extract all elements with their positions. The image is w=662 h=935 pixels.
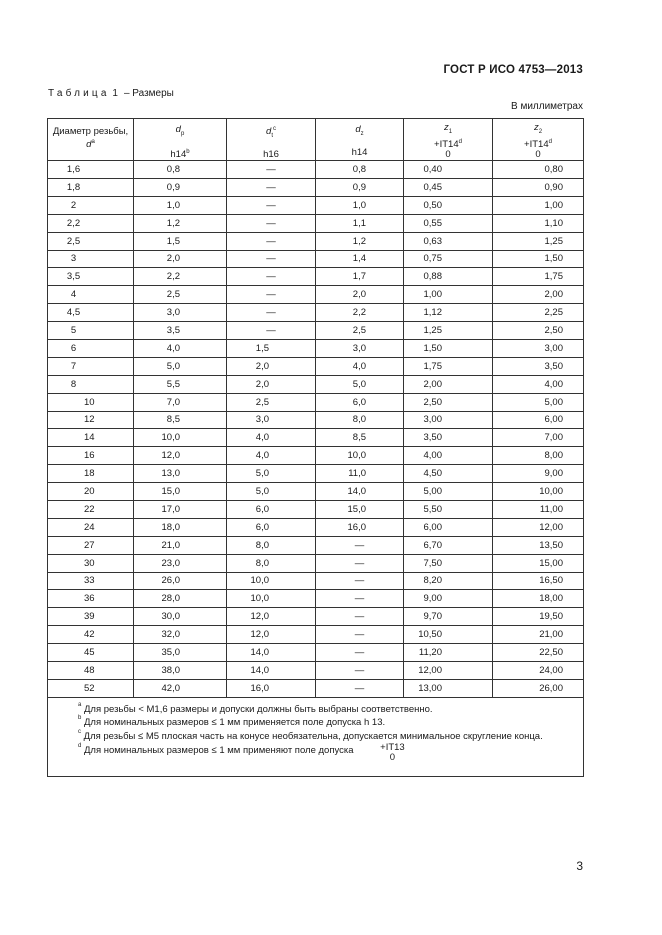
table-cell: 1,25 [493, 232, 584, 250]
table-cell: 1,25 [404, 322, 493, 340]
table-cell: 4,0 [134, 339, 227, 357]
table-row [48, 572, 584, 590]
table-cell: 6,70 [404, 536, 493, 554]
table-row [48, 626, 584, 644]
table-cell: 36 [48, 590, 134, 608]
table-cell: 48 [48, 661, 134, 679]
table-cell: 3,50 [493, 357, 584, 375]
table-cell: 33 [48, 572, 134, 590]
table-row [48, 608, 584, 626]
table-cell: 24,00 [493, 661, 584, 679]
table-cell: 13,50 [493, 536, 584, 554]
table-cell: 5,50 [404, 500, 493, 518]
table-cell: 10,00 [493, 483, 584, 501]
table-cell: 2,50 [404, 393, 493, 411]
table-row [48, 161, 584, 179]
table-cell: — [227, 178, 316, 196]
table-cell: 16,50 [493, 572, 584, 590]
table-row [48, 393, 584, 411]
z2-tol: +IT14 [524, 139, 549, 151]
diam-symbol: d [86, 139, 92, 151]
table-row [48, 483, 584, 501]
dt-symbol: d [266, 126, 272, 138]
caption-title: – Размеры [123, 88, 174, 99]
table-cell: — [316, 608, 404, 626]
table-row [48, 411, 584, 429]
table-cell: 2,0 [316, 286, 404, 304]
table-cell: 17,0 [134, 500, 227, 518]
table-cell: 10,0 [134, 429, 227, 447]
z2-zero: 0 [535, 149, 541, 161]
table-cell: 9,70 [404, 608, 493, 626]
col-z2 [493, 119, 584, 161]
table-cell: 2,5 [227, 393, 316, 411]
table-cell: — [316, 644, 404, 662]
table-cell: — [316, 536, 404, 554]
table-cell: 0,80 [493, 161, 584, 179]
footnote-b: $^b$ Для номинальных размеров ≤ 1 мм применяется поле допуска h 13. [78, 715, 386, 729]
table-row [48, 232, 584, 250]
table-cell: 2,0 [227, 357, 316, 375]
table-cell: 6,0 [227, 500, 316, 518]
table-cell: 14,0 [227, 661, 316, 679]
table-cell: 26,0 [134, 572, 227, 590]
table-cell: — [316, 572, 404, 590]
table-cell: 9,00 [404, 590, 493, 608]
z2-sub: 2 [538, 128, 543, 135]
table-row [48, 214, 584, 232]
table-cell: — [227, 232, 316, 250]
table-cell: 7,0 [134, 393, 227, 411]
table-cell: 8,0 [316, 411, 404, 429]
table-cell: 6,00 [404, 518, 493, 536]
table-row [48, 518, 584, 536]
table-cell: 13,0 [134, 465, 227, 483]
dt-tol: h16 [263, 149, 279, 161]
table-cell: 42 [48, 626, 134, 644]
table-row [48, 322, 584, 340]
table-cell: 3,00 [493, 339, 584, 357]
dp-symbol: d [175, 124, 181, 135]
table-cell: 1,6 [48, 161, 134, 179]
dimensions-table [47, 118, 584, 777]
table-cell: 5,0 [134, 357, 227, 375]
table-cell: 8,0 [227, 554, 316, 572]
table-cell: — [227, 250, 316, 268]
table-cell: 21,0 [134, 536, 227, 554]
table-cell: 7,00 [493, 429, 584, 447]
table-cell: 11,0 [316, 465, 404, 483]
table-cell: 5,0 [227, 465, 316, 483]
table-cell: 12 [48, 411, 134, 429]
table-cell: 2,5 [48, 232, 134, 250]
table-cell: 10,0 [316, 447, 404, 465]
table-cell: 30,0 [134, 608, 227, 626]
table-cell: 2,25 [493, 304, 584, 322]
table-row [48, 679, 584, 697]
table-cell: 8,5 [134, 411, 227, 429]
table-cell: 4,50 [404, 465, 493, 483]
table-cell: 5,0 [227, 483, 316, 501]
table-cell: 21,00 [493, 626, 584, 644]
table-cell: 2,2 [48, 214, 134, 232]
table-cell: 2,0 [134, 250, 227, 268]
table-cell: 5,0 [316, 375, 404, 393]
dp-tol: h14 [170, 149, 187, 161]
table-cell: 23,0 [134, 554, 227, 572]
col-z1 [404, 119, 493, 161]
table-cell: 1,10 [493, 214, 584, 232]
table-cell: 1,75 [404, 357, 493, 375]
table-cell: 3,0 [316, 339, 404, 357]
table-row [48, 304, 584, 322]
table-cell: 2,0 [227, 375, 316, 393]
table-cell: 6 [48, 339, 134, 357]
table-cell: 0,8 [134, 161, 227, 179]
table-cell: 0,9 [134, 178, 227, 196]
table-cell: 15,0 [134, 483, 227, 501]
table-cell: 6,0 [227, 518, 316, 536]
table-cell: 1,8 [48, 178, 134, 196]
table-cell: 6,0 [316, 393, 404, 411]
table-cell: 15,0 [316, 500, 404, 518]
table-cell: 38,0 [134, 661, 227, 679]
dp-tol-sup: b [186, 148, 190, 155]
table-cell: 4,00 [493, 375, 584, 393]
table-cell: — [227, 268, 316, 286]
table-cell: 24 [48, 518, 134, 536]
table-cell: 0,90 [493, 178, 584, 196]
z1-tol-sup: d [458, 138, 462, 145]
table-cell: 7,50 [404, 554, 493, 572]
z2-symbol: z [533, 122, 539, 133]
table-cell: 3,5 [134, 322, 227, 340]
table-cell: 0,88 [404, 268, 493, 286]
table-cell: 0,45 [404, 178, 493, 196]
table-cell: 0,75 [404, 250, 493, 268]
table-row [48, 357, 584, 375]
table-cell: 11,20 [404, 644, 493, 662]
table-cell: 4,0 [227, 447, 316, 465]
table-cell: — [316, 679, 404, 697]
table-row [48, 250, 584, 268]
table-cell: — [227, 161, 316, 179]
table-cell: 2,2 [316, 304, 404, 322]
table-cell: 0,40 [404, 161, 493, 179]
table-row [48, 429, 584, 447]
table-cell: 1,0 [134, 196, 227, 214]
table-cell: 8 [48, 375, 134, 393]
table-row [48, 500, 584, 518]
table-cell: 10,50 [404, 626, 493, 644]
diam-sup: a [91, 139, 95, 145]
table-cell: 10 [48, 393, 134, 411]
dt-sub: t [271, 133, 273, 140]
table-cell: 0,63 [404, 232, 493, 250]
table-cell: 0,9 [316, 178, 404, 196]
table-cell: 1,2 [134, 214, 227, 232]
footnote-a: $^a$ Для резьбы < M1,6 размеры и допуски должны быть выбраны соответственно. [78, 701, 433, 715]
table-cell: 2,50 [493, 322, 584, 340]
table-cell: 4,5 [48, 304, 134, 322]
table-row [48, 447, 584, 465]
table-cell: — [316, 661, 404, 679]
table-cell: 14 [48, 429, 134, 447]
table-row [48, 661, 584, 679]
table-cell: 5,5 [134, 375, 227, 393]
col-dz [316, 119, 404, 161]
table-row [48, 286, 584, 304]
table-cell: 7 [48, 357, 134, 375]
table-cell: — [227, 286, 316, 304]
table-cell: 3,0 [227, 411, 316, 429]
table-row [48, 465, 584, 483]
table-body [48, 161, 584, 698]
dz-tol: h14 [351, 146, 368, 158]
table-cell: 4 [48, 286, 134, 304]
page-number: 3 [576, 859, 583, 873]
table-cell: 42,0 [134, 679, 227, 697]
footnotes-cell [48, 697, 584, 776]
table-cell: 16,0 [316, 518, 404, 536]
table-cell: 1,0 [316, 196, 404, 214]
table-cell: 18,0 [134, 518, 227, 536]
table-row [48, 178, 584, 196]
diam-label: Диаметр резьбы, [52, 126, 129, 137]
table-cell: 4,00 [404, 447, 493, 465]
table-cell: 2,00 [493, 286, 584, 304]
table-cell: 6,00 [493, 411, 584, 429]
table-cell: 8,0 [227, 536, 316, 554]
table-cell: 15,00 [493, 554, 584, 572]
table-row [48, 268, 584, 286]
table-cell: — [316, 554, 404, 572]
footnote-d: $^d$ Для номинальных размеров ≤ 1 мм применяют поле допуска +IT13 0 [78, 741, 405, 763]
table-cell: 2,5 [316, 322, 404, 340]
table-cell: 20 [48, 483, 134, 501]
dp-sub: p [180, 130, 185, 137]
z2-tol-sup: d [548, 138, 552, 145]
table-cell: 3,00 [404, 411, 493, 429]
table-cell: 26,00 [493, 679, 584, 697]
table-cell: 8,5 [316, 429, 404, 447]
table-cell: 16 [48, 447, 134, 465]
table-cell: 10,0 [227, 590, 316, 608]
col-dt [227, 119, 316, 161]
dz-symbol: d [355, 124, 361, 135]
table-cell: 2,2 [134, 268, 227, 286]
footnotes-row [48, 697, 584, 776]
table-row [48, 339, 584, 357]
table-cell: 8,00 [493, 447, 584, 465]
table-cell: 14,0 [316, 483, 404, 501]
table-cell: 11,00 [493, 500, 584, 518]
table-cell: 12,0 [227, 626, 316, 644]
table-cell: 30 [48, 554, 134, 572]
dz-sub: z [360, 130, 364, 137]
table-cell: 45 [48, 644, 134, 662]
table-row [48, 536, 584, 554]
table-caption [48, 88, 174, 99]
table-cell: 18,00 [493, 590, 584, 608]
z1-tol: +IT14 [434, 139, 459, 151]
table-cell: 1,50 [493, 250, 584, 268]
table-cell: — [227, 304, 316, 322]
table-cell: 28,0 [134, 590, 227, 608]
table-cell: 22,50 [493, 644, 584, 662]
table-cell: 8,20 [404, 572, 493, 590]
table-cell: 5,00 [404, 483, 493, 501]
table-row [48, 590, 584, 608]
table-cell: 1,00 [493, 196, 584, 214]
table-row [48, 644, 584, 662]
caption-number: 1 [112, 88, 122, 99]
table-cell: 1,5 [134, 232, 227, 250]
table-cell: 35,0 [134, 644, 227, 662]
table-cell: 39 [48, 608, 134, 626]
table-cell: 3 [48, 250, 134, 268]
footnote-c: $^c$ Для резьбы ≤ M5 плоская часть на конусе необязательна, допускается минимальное скругление конца. [78, 729, 543, 743]
table-cell: 1,1 [316, 214, 404, 232]
table-cell: 16,0 [227, 679, 316, 697]
table-cell: 1,7 [316, 268, 404, 286]
table-cell: — [227, 196, 316, 214]
table-cell: 5 [48, 322, 134, 340]
table-cell: 4,0 [316, 357, 404, 375]
table-cell: 1,12 [404, 304, 493, 322]
table-header-row [48, 119, 584, 161]
table-cell: — [227, 322, 316, 340]
table-cell: 1,4 [316, 250, 404, 268]
table-cell: 3,0 [134, 304, 227, 322]
table-cell: 3,5 [48, 268, 134, 286]
col-thread-diameter [48, 119, 134, 161]
table-cell: 2,5 [134, 286, 227, 304]
footnote-d-tolerance: +IT13 0 [380, 741, 405, 763]
table-cell: 12,00 [404, 661, 493, 679]
table-cell: 2 [48, 196, 134, 214]
standard-code: ГОСТ Р ИСО 4753—2013 [443, 64, 583, 76]
table-cell: 4,0 [227, 429, 316, 447]
table-cell: 18 [48, 465, 134, 483]
table-cell: — [316, 590, 404, 608]
table-cell: 12,0 [227, 608, 316, 626]
table-cell: 1,2 [316, 232, 404, 250]
table-cell: 12,00 [493, 518, 584, 536]
z1-zero: 0 [445, 149, 451, 161]
z1-sub: 1 [448, 128, 453, 135]
table-cell: 9,00 [493, 465, 584, 483]
table-cell: 1,50 [404, 339, 493, 357]
table-cell: 10,0 [227, 572, 316, 590]
table-cell: 22 [48, 500, 134, 518]
table-cell: 0,50 [404, 196, 493, 214]
table-row [48, 554, 584, 572]
table-cell: 1,5 [227, 339, 316, 357]
table-cell: 1,00 [404, 286, 493, 304]
table-cell: — [227, 214, 316, 232]
table-cell: 3,50 [404, 429, 493, 447]
col-dp [134, 119, 227, 161]
table-cell: 0,8 [316, 161, 404, 179]
table-cell: — [316, 626, 404, 644]
table-cell: 27 [48, 536, 134, 554]
table-cell: 52 [48, 679, 134, 697]
table-cell: 13,00 [404, 679, 493, 697]
caption-label: Таблица [48, 88, 110, 99]
table-cell: 1,75 [493, 268, 584, 286]
table-cell: 32,0 [134, 626, 227, 644]
table-cell: 0,55 [404, 214, 493, 232]
table-cell: 5,00 [493, 393, 584, 411]
table-row [48, 375, 584, 393]
units-label: В миллиметрах [511, 101, 583, 112]
table-cell: 12,0 [134, 447, 227, 465]
z1-symbol: z [443, 122, 449, 133]
table-cell: 2,00 [404, 375, 493, 393]
table-row [48, 196, 584, 214]
table-cell: 19,50 [493, 608, 584, 626]
dt-sup: c [272, 126, 276, 132]
table-cell: 14,0 [227, 644, 316, 662]
